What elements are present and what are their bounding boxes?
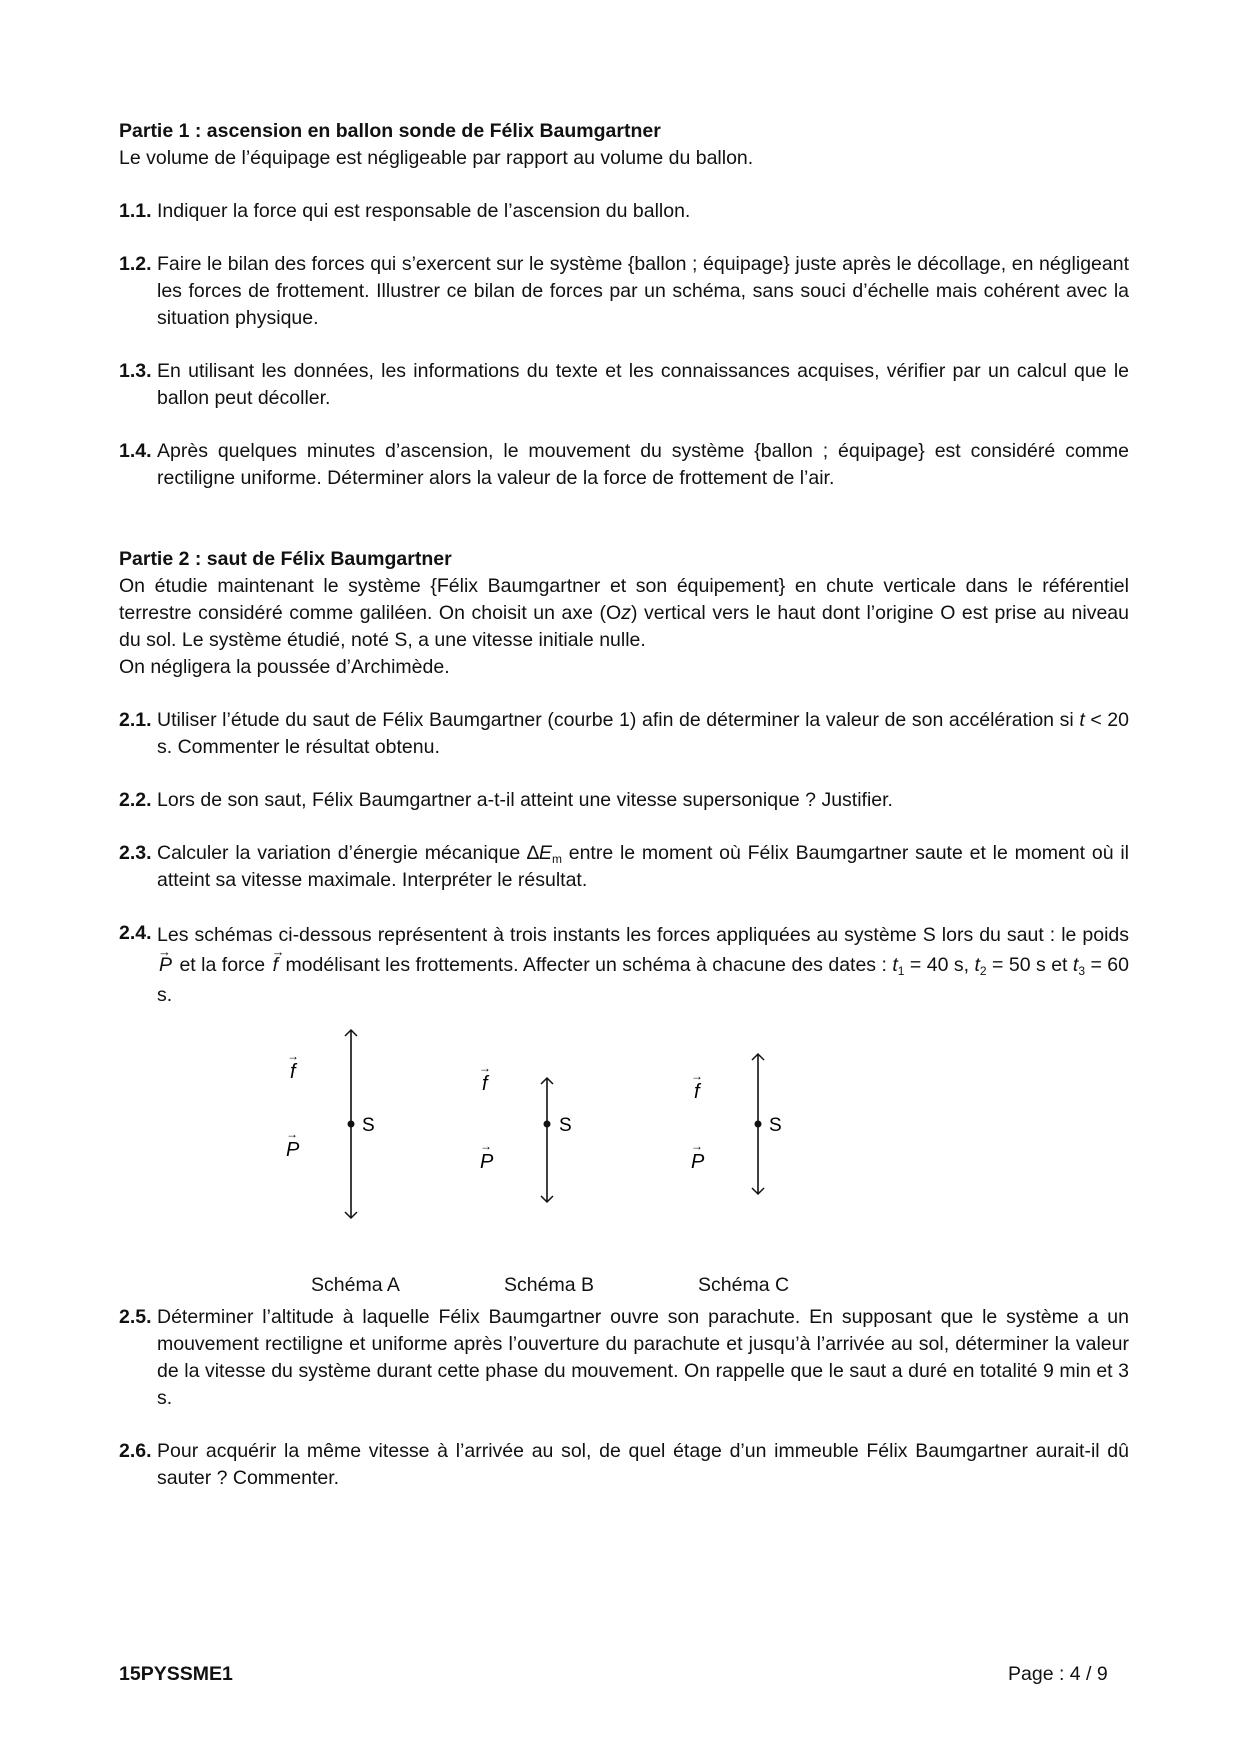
weight-label: P bbox=[691, 1151, 705, 1173]
question-number: 2.2. bbox=[119, 789, 152, 811]
question-number: 1.4. bbox=[119, 440, 152, 462]
question-2-2 bbox=[119, 787, 1129, 814]
system-point bbox=[348, 1121, 355, 1128]
question-text: Les schémas ci-dessous représentent à trois instants les forces appliquées au système S lors du saut : le poids → P et la force → f modélisant les frottements. Affecter un schéma à chacune des dates : $t_1 = 40$ s, $t_2 = 50$ s et $t_3 = 60$ s. bbox=[157, 920, 1129, 1010]
schema-c bbox=[691, 1054, 782, 1194]
footer-page-number: Page : 4 / 9 bbox=[1008, 1663, 1108, 1685]
friction-vector-symbol: → f bbox=[271, 950, 280, 980]
question-text: Déterminer l’altitude à laquelle Félix Baumgartner ouvre son parachute. En supposant que le système a un mouvement rectiligne et uniforme après l’ouverture du parachute et jusqu’à l’arrivée au sol, déterminer la valeur de la vitesse du système durant cette phase du mouvement. On rappelle que le saut a duré en totalité 9 min et 3 s. bbox=[157, 1306, 1129, 1409]
force-diagrams-svg bbox=[119, 1016, 1129, 1276]
friction-label: f bbox=[290, 1061, 296, 1083]
question-number: 1.1. bbox=[119, 200, 152, 222]
question-2-1 bbox=[119, 707, 1129, 761]
question-1-4 bbox=[119, 438, 1129, 492]
question-number: 2.4. bbox=[119, 922, 152, 944]
question-2-4 bbox=[119, 920, 1129, 1010]
friction-label: f bbox=[694, 1081, 700, 1103]
vector-arrow-mark: → bbox=[691, 1069, 703, 1083]
question-text: Pour acquérir la même vitesse à l’arrivée au sol, de quel étage d’un immeuble Félix Baumgartner aurait-il dû sauter ? Commenter. bbox=[157, 1440, 1129, 1489]
point-label: S bbox=[362, 1115, 375, 1136]
schema-c-label: Schéma C bbox=[698, 1274, 790, 1296]
vector-arrow-mark: → bbox=[691, 1139, 703, 1153]
point-label: S bbox=[769, 1115, 782, 1136]
schema-b-label: Schéma B bbox=[504, 1274, 594, 1296]
question-number: 2.5. bbox=[119, 1306, 152, 1328]
question-number: 2.6. bbox=[119, 1440, 152, 1462]
vector-arrow-mark: → bbox=[479, 1061, 491, 1075]
question-text: Utiliser l’étude du saut de Félix Baumgartner (courbe 1) afin de déterminer la valeur de son accélération si t < 20 s. Commenter le résultat obtenu. bbox=[157, 709, 1129, 758]
friction-label: f bbox=[482, 1073, 488, 1095]
question-number: 2.1. bbox=[119, 709, 152, 731]
force-diagrams bbox=[119, 1016, 1129, 1304]
part1-title: Partie 1 : ascension en ballon sonde de Félix Baumgartner bbox=[119, 120, 661, 142]
part2-intro-archimede: On négligera la poussée d’Archimède. bbox=[119, 656, 450, 678]
weight-label: P bbox=[480, 1151, 494, 1173]
vector-arrow-mark: → bbox=[286, 1127, 298, 1141]
question-2-6 bbox=[119, 1438, 1129, 1492]
system-point bbox=[755, 1121, 762, 1128]
question-number: 2.3. bbox=[119, 842, 152, 864]
question-1-2 bbox=[119, 251, 1129, 332]
question-text: Calculer la variation d’énergie mécanique $\Delta E_m$ entre le moment où Félix Baumgartner saute et le moment où il atteint sa vitesse maximale. Interpréter le résultat. bbox=[157, 842, 1129, 891]
question-text: Après quelques minutes d’ascension, le mouvement du système {ballon ; équipage} est considéré comme rectiligne uniforme. Déterminer alors la valeur de la force de frottement de l’air. bbox=[157, 440, 1129, 489]
weight-vector-symbol: → P bbox=[157, 950, 174, 980]
part1-intro: Le volume de l’équipage est négligeable par rapport au volume du ballon. bbox=[119, 147, 754, 169]
question-number: 1.2. bbox=[119, 253, 152, 275]
point-label: S bbox=[559, 1115, 572, 1136]
schema-b bbox=[479, 1061, 572, 1202]
vector-arrow-mark: → bbox=[287, 1049, 299, 1063]
footer-document-code: 15PYSSME1 bbox=[119, 1663, 233, 1685]
part2-title: Partie 2 : saut de Félix Baumgartner bbox=[119, 548, 452, 570]
question-2-3 bbox=[119, 840, 1129, 894]
question-text: Faire le bilan des forces qui s’exercent sur le système {ballon ; équipage} juste après le décollage, en négligeant les forces de frottement. Illustrer ce bilan de forces par un schéma, sans souci d’échelle mais cohérent avec la situation physique. bbox=[157, 253, 1129, 329]
question-text: En utilisant les données, les informations du texte et les connaissances acquises, vérifier par un calcul que le ballon peut décoller. bbox=[157, 360, 1129, 409]
question-1-1 bbox=[119, 198, 1129, 225]
vector-arrow-mark: → bbox=[480, 1139, 492, 1153]
weight-label: P bbox=[286, 1139, 300, 1161]
schema-a-label: Schéma A bbox=[311, 1274, 400, 1296]
document-page bbox=[119, 118, 1129, 1492]
question-text: Indiquer la force qui est responsable de l’ascension du ballon. bbox=[157, 200, 691, 222]
question-text: Lors de son saut, Félix Baumgartner a-t-il atteint une vitesse supersonique ? Justifier. bbox=[157, 789, 893, 811]
question-number: 1.3. bbox=[119, 360, 152, 382]
question-1-3 bbox=[119, 358, 1129, 412]
schema-a bbox=[286, 1030, 375, 1218]
part2-intro: On étudie maintenant le système {Félix Baumgartner et son équipement} en chute verticale dans le référentiel terrestre considéré comme galiléen. On choisit un axe (Oz) vertical vers le haut dont l’origine O est prise au niveau du sol. Le système étudié, noté S, a une vitesse initiale nulle. bbox=[119, 575, 1129, 651]
system-point bbox=[544, 1121, 551, 1128]
question-2-5 bbox=[119, 1304, 1129, 1412]
